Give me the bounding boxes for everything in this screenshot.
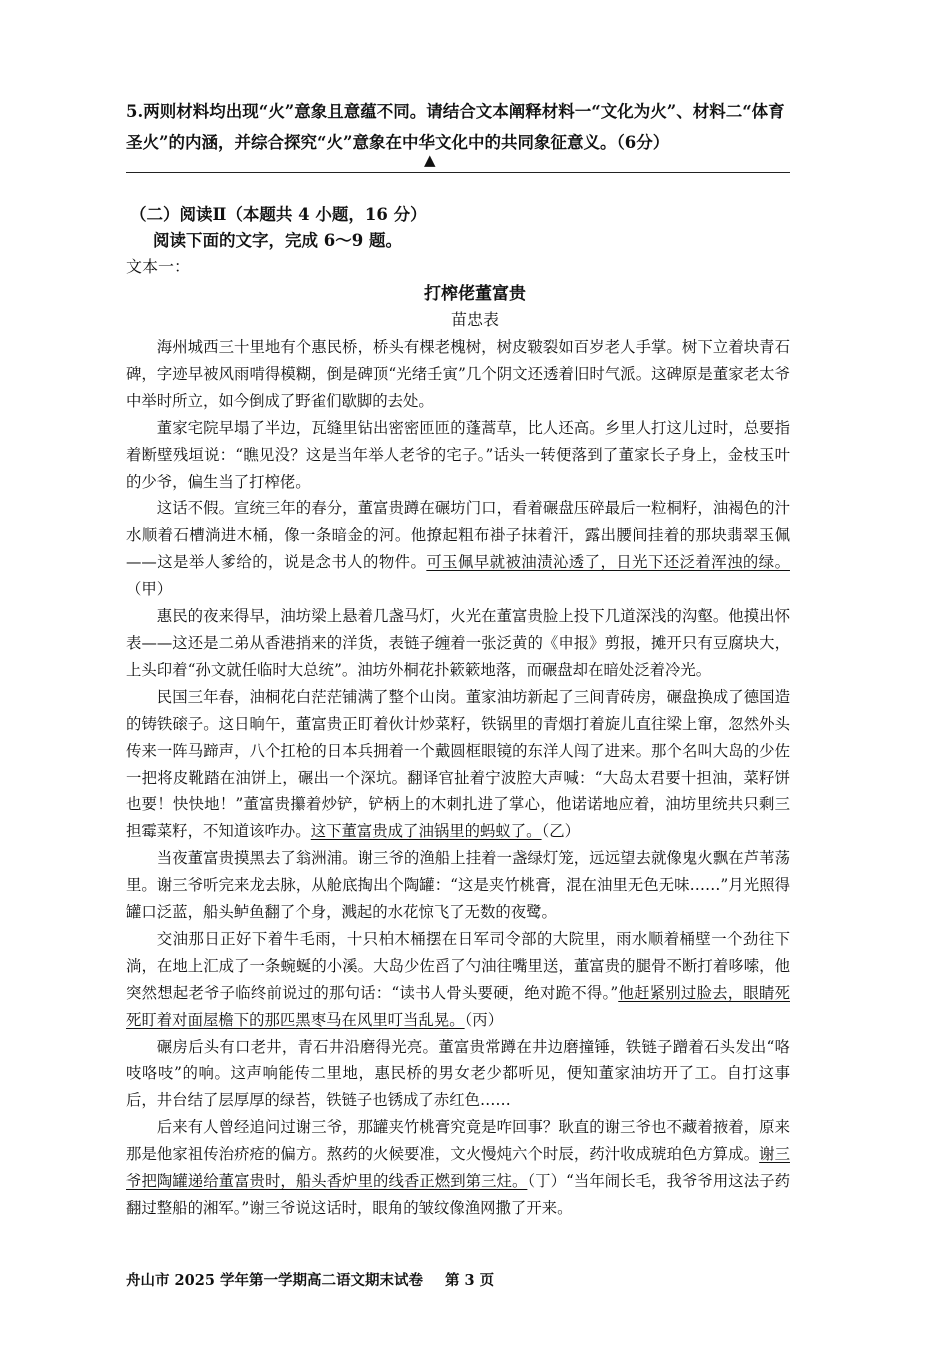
paragraph: 董家宅院早塌了半边，瓦缝里钻出密密匝匝的蓬蒿草，比人还高。乡里人打这儿过时，总要指着断壁残垣说：“瞧见没？这是当年举人老爷的宅子。”话头一转便落到了董家长子身上，金枝玉叶的少爷，偏生当了打榨佬。 bbox=[126, 418, 790, 491]
underlined-sentence-bing: 他赶紧别过脸去，眼睛死死盯着对面屋檐下的那匹黑枣马在风里叮当乱晃。 bbox=[126, 983, 790, 1029]
underlined-sentence-jia: 可玉佩早就被油渍沁透了，日光下还泛着浑浊的绿。 bbox=[426, 553, 790, 572]
exam-name: 舟山市 2025 学年第一学期高二语文期末试卷 bbox=[126, 1272, 423, 1289]
paragraph: 当夜董富贵摸黑去了翁洲浦。谢三爷的渔船上挂着一盏绿灯笼，远远望去就像鬼火飘在芦苇荡里。谢三爷听完来龙去脉，从舱底掏出个陶罐：“这是夹竹桃膏，混在油里无色无味……”月光照得罐口泛蓝，船头鲈鱼翻了个身，溅起的水花惊飞了无数的夜鹭。 bbox=[126, 849, 790, 922]
paragraph: 民国三年春，油桐花白茫茫铺满了整个山岗。董家油坊新起了三间青砖房，碾盘换成了德国造的铸铁磙子。这日晌午，董富贵正盯着伙计炒菜籽，铁锅里的青烟打着旋儿直往梁上窜，忽然外头传来一阵马蹄声，八个扛枪的日本兵拥着一个戴圆框眼镜的东洋人闯了进来。那个名叫大岛的少佐一把将皮靴踏在油饼上，碾出一个深坑。翻译官扯着宁波腔大声喊：“大岛太君要十担油，菜籽饼也要！快快地！”董富贵攥着炒铲，铲柄上的木刺扎进了掌心，他诺诺地应着，油坊里统共只剩三担霉菜籽，不知道该咋办。这下董富贵成了油锅里的蚂蚁了。（乙） bbox=[126, 687, 790, 841]
page-number: 第 3 页 bbox=[444, 1272, 495, 1289]
marker-bing: （丙） bbox=[464, 1010, 504, 1029]
paragraph: 交油那日正好下着牛毛雨，十只柏木桶摆在日军司令部的大院里，雨水顺着桶壁一个劲往下淌，在地上汇成了一条蜿蜒的小溪。大岛少佐舀了勺油往嘴里送，董富贵的腿骨不断打着哆嗦，他突然想起老爷子临终前说过的那句话：“读书人骨头要硬，绝对跪不得。”他赶紧别过脸去，眼睛死死盯着对面屋檐下的那匹黑枣马在风里叮当乱晃。（丙） bbox=[126, 929, 790, 1029]
paragraph: 后来有人曾经追问过谢三爷，那罐夹竹桃膏究竟是咋回事？耿直的谢三爷也不藏着掖着，原来那是他家祖传治疥疮的偏方。熬药的火候要准，文火慢炖六个时辰，药汁收成琥珀色方算成。谢三爷把陶罐递给董富贵时，船头香炉里的线香正燃到第三炷。（丁）“当年闹长毛，我爷爷用这法子药翻过整船的湘军。”谢三爷说这话时，眼角的皱纹像渔网撒了开来。 bbox=[126, 1118, 790, 1217]
answer-line bbox=[126, 172, 790, 173]
answer-marker-triangle: ▲ bbox=[424, 151, 436, 169]
paragraph: 这话不假。宣统三年的春分，董富贵蹲在碾坊门口，看着碾盘压碎最后一粒桐籽，油褐色的汁水顺着石槽淌进木桶，像一条暗金的河。他撩起粗布褂子抹着汗，露出腰间挂着的那块翡翠玉佩——这是举人爹给的，说是念书人的物件。可玉佩早就被油渍沁透了，日光下还泛着浑浊的绿。（甲） bbox=[126, 499, 790, 599]
section-title: （二）阅读Ⅱ（本题共 4 小题，16 分） bbox=[130, 205, 427, 224]
marker-yi: （乙） bbox=[541, 822, 581, 841]
section-instruction: 阅读下面的文字，完成 6～9 题。 bbox=[153, 231, 402, 250]
paragraph: 海州城西三十里地有个惠民桥，桥头有棵老槐树，树皮皲裂如百岁老人手掌。树下立着块青石碑，字迹早被风雨啃得模糊，倒是碑顶“光绪壬寅”几个阴文还透着旧时气派。这碑原是董家老太爷中举时所立，如今倒成了野雀们歇脚的去处。 bbox=[126, 338, 790, 410]
story-author: 苗忠表 bbox=[450, 310, 499, 329]
paragraph: 碾房后头有口老井，青石井沿磨得光亮。董富贵常蹲在井边磨撞锤，铁链子蹭着石头发出“咯吱咯吱”的响。这声响能传二里地，惠民桥的男女老少都听见，便知董家油坊开了工。自打这事后，井台结了层厚厚的绿苔，铁链子也锈成了赤红色…… bbox=[126, 1037, 790, 1110]
marker-jia: （甲） bbox=[126, 580, 173, 599]
text-label: 文本一： bbox=[126, 257, 191, 276]
marker-ding: （丁）“当年闹长毛，我爷爷用这法子药翻过整船的湘军。”谢三爷说这话时，眼角的皱纹像渔网撒了开来。 bbox=[126, 1172, 790, 1217]
paragraph: 惠民的夜来得早，油坊梁上悬着几盏马灯，火光在董富贵脸上投下几道深浅的沟壑。他摸出怀表——这还是二弟从香港捎来的洋货，表链子缠着一张泛黄的《申报》剪报，摊开只有豆腐块大，上头印着“孙文就任临时大总统”。油坊外桐花扑簌簌地落，而碾盘却在暗处泛着冷光。 bbox=[126, 607, 790, 679]
question-5: 5.两则材料均出现“火”意象且意蕴不同。请结合文本阐释材料一“文化为火”、材料二“体育圣火”的内涵，并综合探究“火”意象在中华文化中的共同象征意义。（6分） bbox=[126, 102, 785, 152]
story-body bbox=[126, 334, 790, 1222]
underlined-sentence-yi: 这下董富贵成了油锅里的蚂蚁了。 bbox=[310, 822, 542, 841]
underlined-sentence-ding: 谢三爷把陶罐递给董富贵时，船头香炉里的线香正燃到第三炷。 bbox=[126, 1145, 790, 1191]
page-footer bbox=[126, 1271, 494, 1291]
story-title: 打榨佬董富贵 bbox=[424, 284, 526, 304]
